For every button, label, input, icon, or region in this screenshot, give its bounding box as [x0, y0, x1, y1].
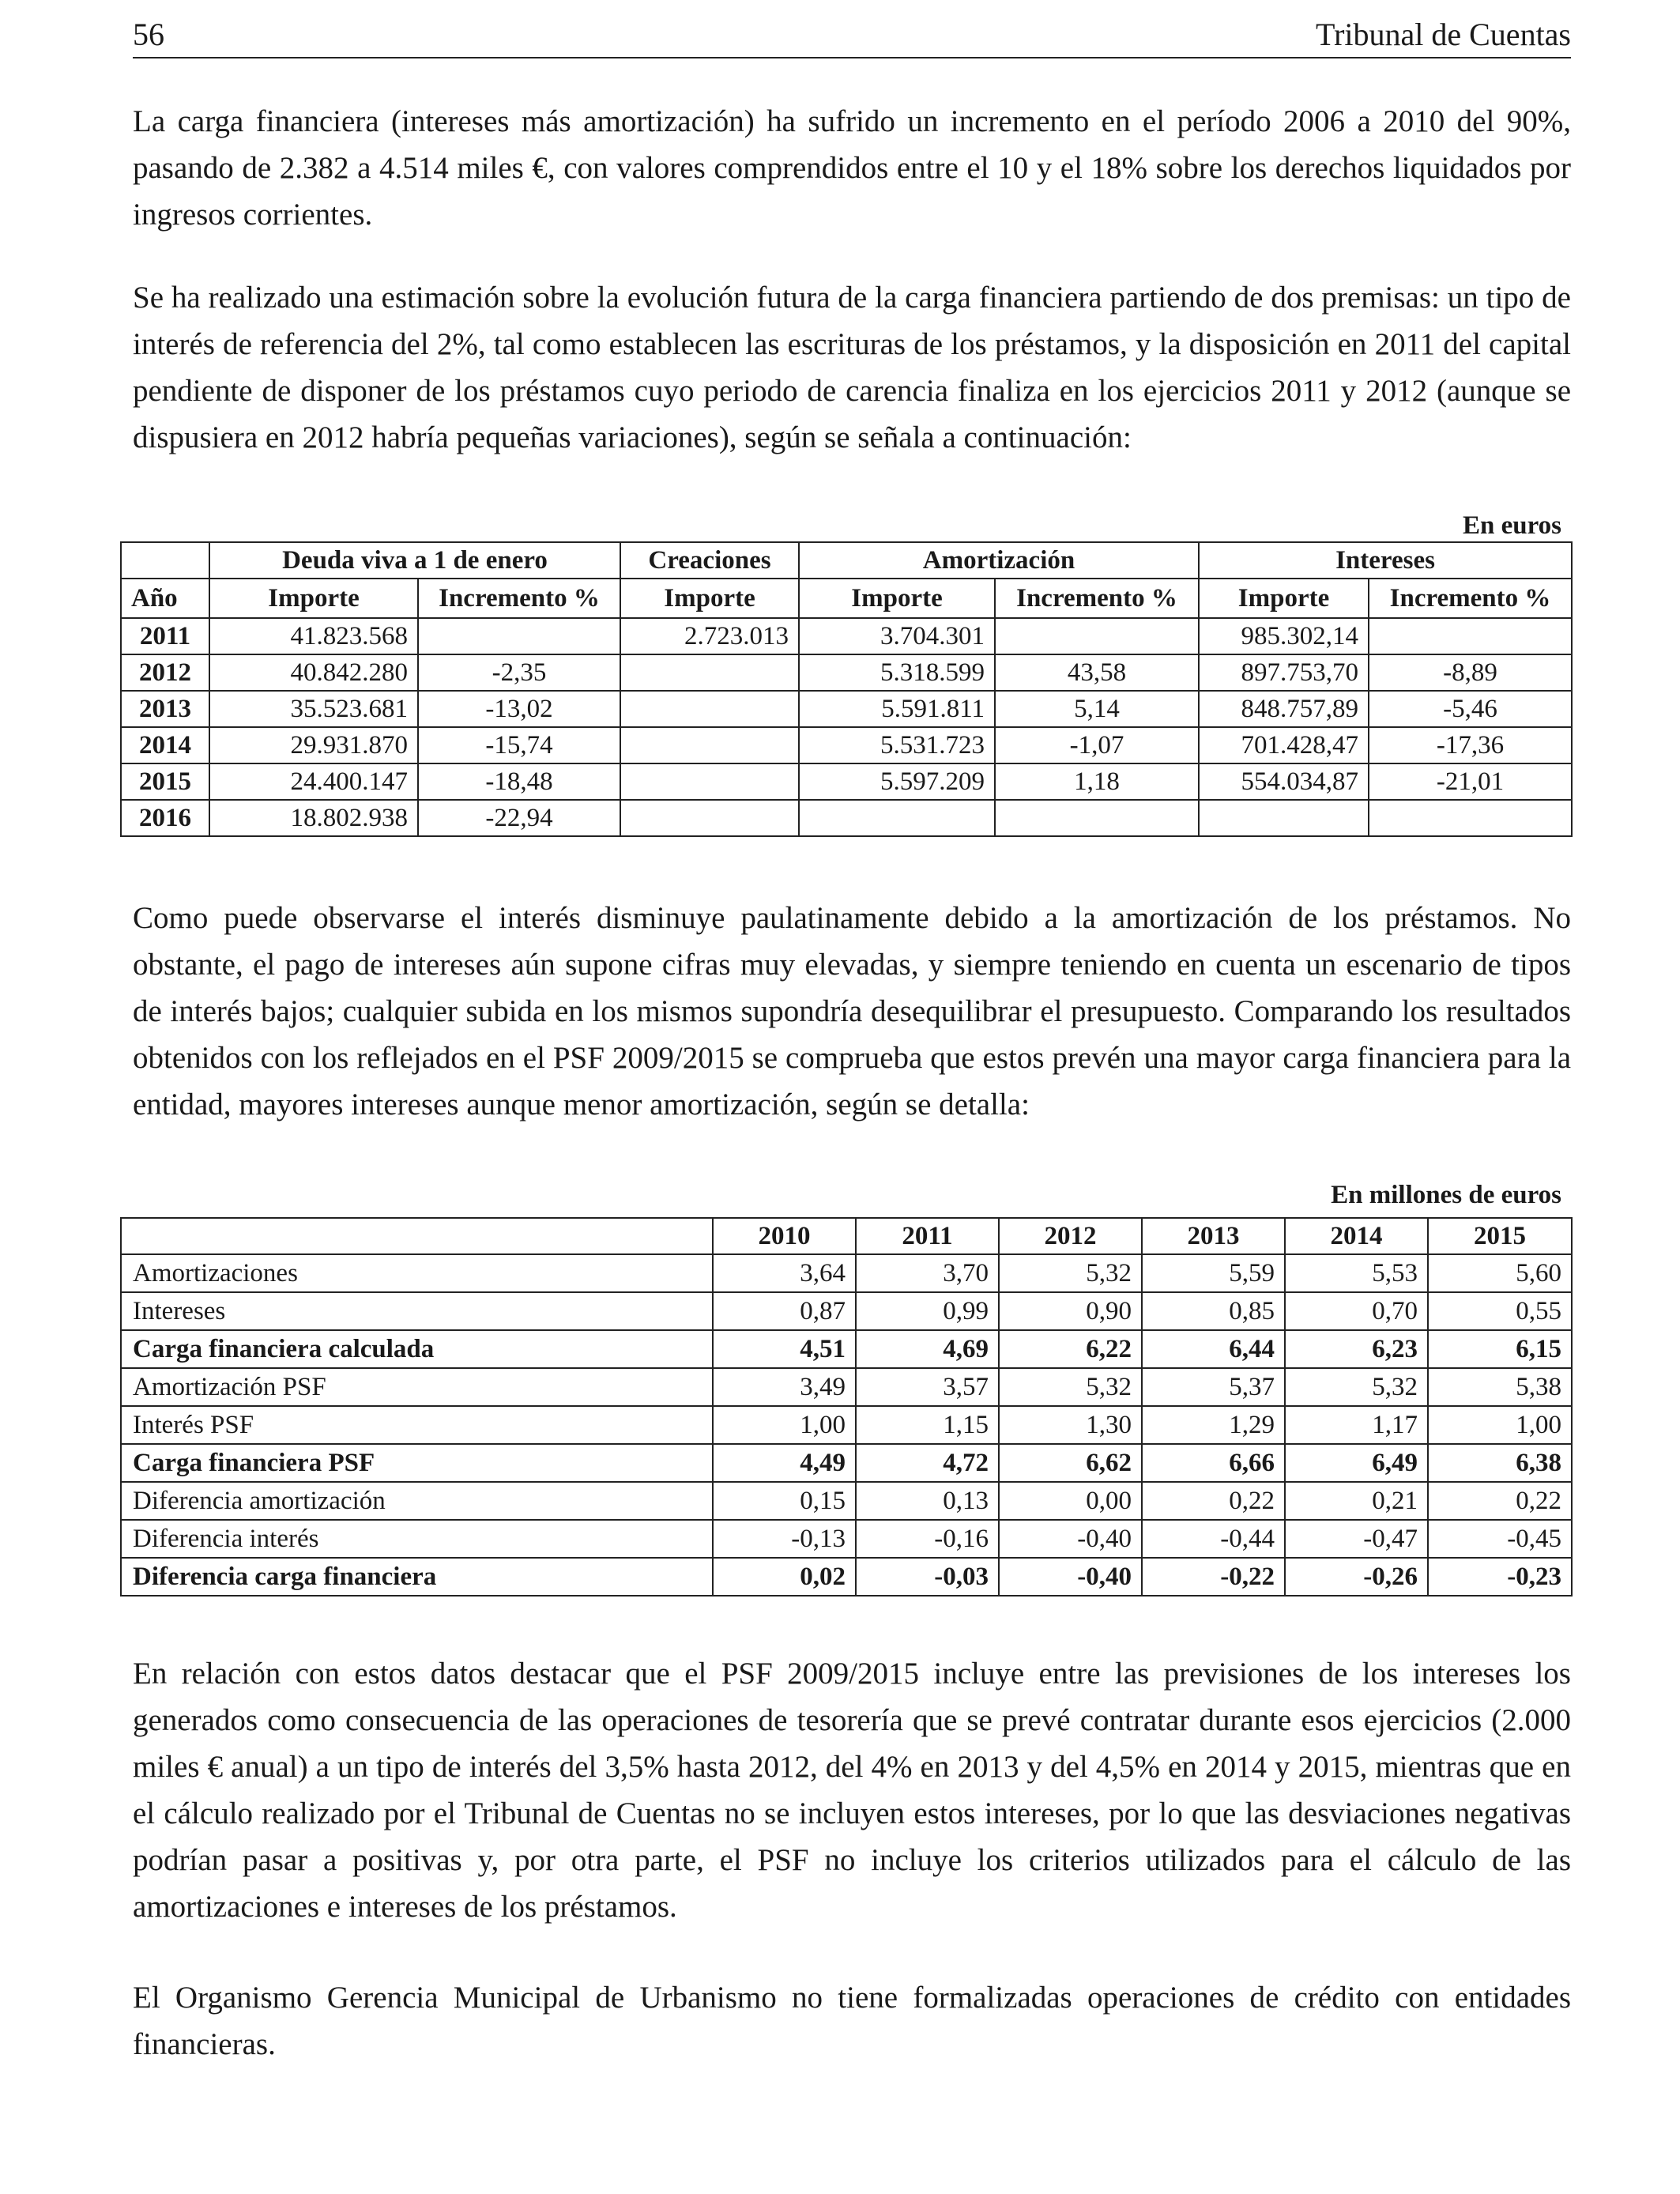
table-cell: 0,90 — [999, 1292, 1142, 1330]
table-cell: -21,01 — [1369, 763, 1572, 800]
paragraph-4: En relación con estos datos destacar que el PSF 2009/2015 incluye entre las previsiones de los intereses los generados como consecuencia de las operaciones de tesorería que se prevé contratar durante esos ejercicios (2.000 miles € anual) a un tipo de interés del 3,5% hasta 2012, del 4% en 2013 y del 4,5% en 2014 y 2015, mientras que en el cálculo realizado por el Tribunal de Cuentas no se incluyen estos intereses, por lo que las desviaciones negativas podrían pasar a positivas y, por otra parte, el PSF no incluye los criterios utilizados para el cálculo de las amortizaciones e intereses de los préstamos. — [133, 1657, 1571, 1924]
table-row — [121, 1444, 1572, 1482]
table-cell: -18,48 — [418, 763, 620, 800]
table-cell: 5.531.723 — [799, 727, 995, 763]
table-cell: 5,38 — [1428, 1368, 1572, 1406]
table1-group-header: Amortización — [799, 542, 1199, 579]
table-cell: 5,53 — [1285, 1254, 1428, 1292]
table-row — [121, 727, 1572, 763]
row-label: Amortización PSF — [121, 1368, 713, 1406]
table1-column-header: Incremento % — [995, 579, 1199, 618]
year-cell: 2011 — [121, 618, 209, 654]
table-cell: 4,72 — [856, 1444, 999, 1482]
table-cell: 6,44 — [1142, 1330, 1285, 1368]
year-cell: 2015 — [121, 763, 209, 800]
table-cell: 5,59 — [1142, 1254, 1285, 1292]
table-row — [121, 1482, 1572, 1520]
table-cell: -1,07 — [995, 727, 1199, 763]
table2-unit-block — [133, 1179, 1561, 1211]
table-cell: -8,89 — [1369, 654, 1572, 691]
table-cell: 0,02 — [713, 1558, 856, 1596]
page-number: 56 — [133, 17, 164, 52]
table-cell — [995, 800, 1199, 836]
table-cell: -0,26 — [1285, 1558, 1428, 1596]
table-cell: 5.597.209 — [799, 763, 995, 800]
table-cell: 0,22 — [1428, 1482, 1572, 1520]
page-header — [133, 16, 1571, 58]
paragraph-5: El Organismo Gerencia Municipal de Urbanismo no tiene formalizadas operaciones de crédito con entidades financieras. — [133, 1981, 1571, 2061]
table-cell: 1,00 — [1428, 1406, 1572, 1444]
table-cell: 2.723.013 — [620, 618, 799, 654]
table2-body — [121, 1254, 1572, 1596]
table-cell: -0,40 — [999, 1558, 1142, 1596]
table-cell — [995, 618, 1199, 654]
paragraph-3: Como puede observarse el interés disminuye paulatinamente debido a la amortización de los préstamos. No obstante, el pago de intereses aún supone cifras muy elevadas, y siempre teniendo en cuenta un escenario de tipos de interés bajos; cualquier subida en los mismos supondría desequilibrar el presupuesto. Comparando los resultados obtenidos con los reflejados en el PSF 2009/2015 se comprueba que estos prevén una mayor carga financiera para la entidad, mayores intereses aunque menor amortización, según se detalla: — [133, 901, 1571, 1122]
table-cell: -0,47 — [1285, 1520, 1428, 1558]
table-cell: 6,22 — [999, 1330, 1142, 1368]
table-cell: 5,32 — [999, 1254, 1142, 1292]
table-cell: 18.802.938 — [209, 800, 418, 836]
table-cell: 1,00 — [713, 1406, 856, 1444]
table-cell: 4,49 — [713, 1444, 856, 1482]
publisher-name: Tribunal de Cuentas — [1316, 17, 1571, 52]
table-cell: 1,30 — [999, 1406, 1142, 1444]
table1-unit: En euros — [1462, 511, 1561, 540]
table-cell: 6,62 — [999, 1444, 1142, 1482]
table-cell: 5,14 — [995, 691, 1199, 727]
table-cell: 897.753,70 — [1199, 654, 1369, 691]
table-row — [121, 1558, 1572, 1596]
table-cell: 6,15 — [1428, 1330, 1572, 1368]
table-cell: 40.842.280 — [209, 654, 418, 691]
table2-header-row — [121, 1218, 1572, 1254]
table1-unit-block — [133, 510, 1561, 541]
table-cell: 4,69 — [856, 1330, 999, 1368]
table-cell: 6,66 — [1142, 1444, 1285, 1482]
running-header — [133, 16, 1571, 58]
table1-column-header: Incremento % — [418, 579, 620, 618]
table-cell: -0,44 — [1142, 1520, 1285, 1558]
table-cell: 1,15 — [856, 1406, 999, 1444]
table-cell: 3,57 — [856, 1368, 999, 1406]
table-cell — [418, 618, 620, 654]
table-cell: 5,37 — [1142, 1368, 1285, 1406]
table-row — [121, 1254, 1572, 1292]
table-cell: 5,60 — [1428, 1254, 1572, 1292]
year-header: 2011 — [856, 1218, 999, 1254]
table-cell: -0,22 — [1142, 1558, 1285, 1596]
table1-group-header: Intereses — [1199, 542, 1572, 579]
table-cell: 43,58 — [995, 654, 1199, 691]
year-cell: 2013 — [121, 691, 209, 727]
table-cell: 3,70 — [856, 1254, 999, 1292]
table-row — [121, 691, 1572, 727]
table-row — [121, 1368, 1572, 1406]
paragraph-1: La carga financiera (intereses más amortización) ha sufrido un incremento en el período 2006 a 2010 del 90%, pasando de 2.382 a 4.514 miles €, con valores comprendidos entre el 10 y el 18% sobre los derechos liquidados por ingresos corrientes. — [133, 104, 1571, 232]
paragraph-5-block — [133, 1974, 1571, 2068]
year-header: 2014 — [1285, 1218, 1428, 1254]
table-cell: 6,23 — [1285, 1330, 1428, 1368]
table-cell: 24.400.147 — [209, 763, 418, 800]
table-cell: 3,64 — [713, 1254, 856, 1292]
table-cell — [1199, 800, 1369, 836]
table-cell: -13,02 — [418, 691, 620, 727]
table1-group-header-row — [121, 542, 1572, 579]
table-cell — [620, 763, 799, 800]
table-cell: 701.428,47 — [1199, 727, 1369, 763]
table1-column-header: Importe — [209, 579, 418, 618]
table1-column-header: Incremento % — [1369, 579, 1572, 618]
table-row — [121, 1330, 1572, 1368]
table1-sub-header-row — [121, 579, 1572, 618]
table-cell: 1,17 — [1285, 1406, 1428, 1444]
table-cell: 0,13 — [856, 1482, 999, 1520]
paragraph-2: Se ha realizado una estimación sobre la evolución futura de la carga financiera partiendo de dos premisas: un tipo de interés de referencia del 2%, tal como establecen las escrituras de los préstamos, y la disposición en 2011 del capital pendiente de disponer de los préstamos cuyo periodo de carencia finaliza en los ejercicios 2011 y 2012 (aunque se dispusiera en 2012 habría pequeñas variaciones), según se señala a continuación: — [133, 281, 1571, 454]
financial-burden-comparison-table — [120, 1217, 1573, 1596]
year-header: 2013 — [1142, 1218, 1285, 1254]
table-cell: 5.591.811 — [799, 691, 995, 727]
table-cell: 5,32 — [999, 1368, 1142, 1406]
table-cell: 0,22 — [1142, 1482, 1285, 1520]
year-cell: 2014 — [121, 727, 209, 763]
table-cell: 35.523.681 — [209, 691, 418, 727]
table-cell — [620, 727, 799, 763]
year-header: 2015 — [1428, 1218, 1572, 1254]
row-label: Carga financiera PSF — [121, 1444, 713, 1482]
table-cell: -0,40 — [999, 1520, 1142, 1558]
table-cell: -15,74 — [418, 727, 620, 763]
table-cell: 0,21 — [1285, 1482, 1428, 1520]
debt-projection-table — [120, 541, 1573, 837]
table-cell: 6,49 — [1285, 1444, 1428, 1482]
paragraph-1-block — [133, 98, 1571, 238]
table-cell: 3.704.301 — [799, 618, 995, 654]
table-cell: 0,55 — [1428, 1292, 1572, 1330]
row-label: Amortizaciones — [121, 1254, 713, 1292]
table-row — [121, 654, 1572, 691]
year-cell: 2012 — [121, 654, 209, 691]
table-cell: 29.931.870 — [209, 727, 418, 763]
table-row — [121, 763, 1572, 800]
table-cell — [799, 800, 995, 836]
row-label: Interés PSF — [121, 1406, 713, 1444]
table1-column-header: Importe — [799, 579, 995, 618]
table1-body — [121, 618, 1572, 836]
table-row — [121, 1292, 1572, 1330]
table-cell: 848.757,89 — [1199, 691, 1369, 727]
paragraph-2-block — [133, 274, 1571, 461]
row-label: Carga financiera calculada — [121, 1330, 713, 1368]
table-cell: 5,32 — [1285, 1368, 1428, 1406]
table1-column-header: Año — [121, 579, 209, 618]
table-cell: 6,38 — [1428, 1444, 1572, 1482]
year-header: 2012 — [999, 1218, 1142, 1254]
table-cell: 3,49 — [713, 1368, 856, 1406]
table-row — [121, 800, 1572, 836]
table-cell: -0,13 — [713, 1520, 856, 1558]
table-cell: 1,29 — [1142, 1406, 1285, 1444]
table-cell: -0,03 — [856, 1558, 999, 1596]
paragraph-4-block — [133, 1650, 1571, 1930]
paragraph-3-block — [133, 895, 1571, 1128]
table-cell: -2,35 — [418, 654, 620, 691]
table-cell — [1369, 618, 1572, 654]
row-label: Intereses — [121, 1292, 713, 1330]
row-label: Diferencia carga financiera — [121, 1558, 713, 1596]
table-cell: 0,70 — [1285, 1292, 1428, 1330]
table-cell: 554.034,87 — [1199, 763, 1369, 800]
year-cell: 2016 — [121, 800, 209, 836]
table-cell: 4,51 — [713, 1330, 856, 1368]
table-cell: 0,99 — [856, 1292, 999, 1330]
table2-unit: En millones de euros — [1331, 1181, 1561, 1209]
table1-corner-cell — [121, 542, 209, 579]
table-cell: -0,45 — [1428, 1520, 1572, 1558]
table-cell: -17,36 — [1369, 727, 1572, 763]
table-cell: 41.823.568 — [209, 618, 418, 654]
table-cell: 0,87 — [713, 1292, 856, 1330]
table-row — [121, 618, 1572, 654]
table-cell: -5,46 — [1369, 691, 1572, 727]
table-cell: 5.318.599 — [799, 654, 995, 691]
table1-column-header: Importe — [1199, 579, 1369, 618]
table-row — [121, 1406, 1572, 1444]
table1-column-header: Importe — [620, 579, 799, 618]
table-cell: -22,94 — [418, 800, 620, 836]
table1-group-header: Creaciones — [620, 542, 799, 579]
table-row — [121, 1520, 1572, 1558]
table1-group-header: Deuda viva a 1 de enero — [209, 542, 620, 579]
table-cell — [620, 654, 799, 691]
table-cell — [620, 800, 799, 836]
table-cell — [1369, 800, 1572, 836]
table-cell — [620, 691, 799, 727]
table-cell: 1,18 — [995, 763, 1199, 800]
table-cell: 985.302,14 — [1199, 618, 1369, 654]
year-header: 2010 — [713, 1218, 856, 1254]
table2-corner-cell — [121, 1218, 713, 1254]
table-cell: 0,00 — [999, 1482, 1142, 1520]
table-cell: -0,23 — [1428, 1558, 1572, 1596]
row-label: Diferencia interés — [121, 1520, 713, 1558]
table-cell: -0,16 — [856, 1520, 999, 1558]
table-cell: 0,85 — [1142, 1292, 1285, 1330]
row-label: Diferencia amortización — [121, 1482, 713, 1520]
table-cell: 0,15 — [713, 1482, 856, 1520]
